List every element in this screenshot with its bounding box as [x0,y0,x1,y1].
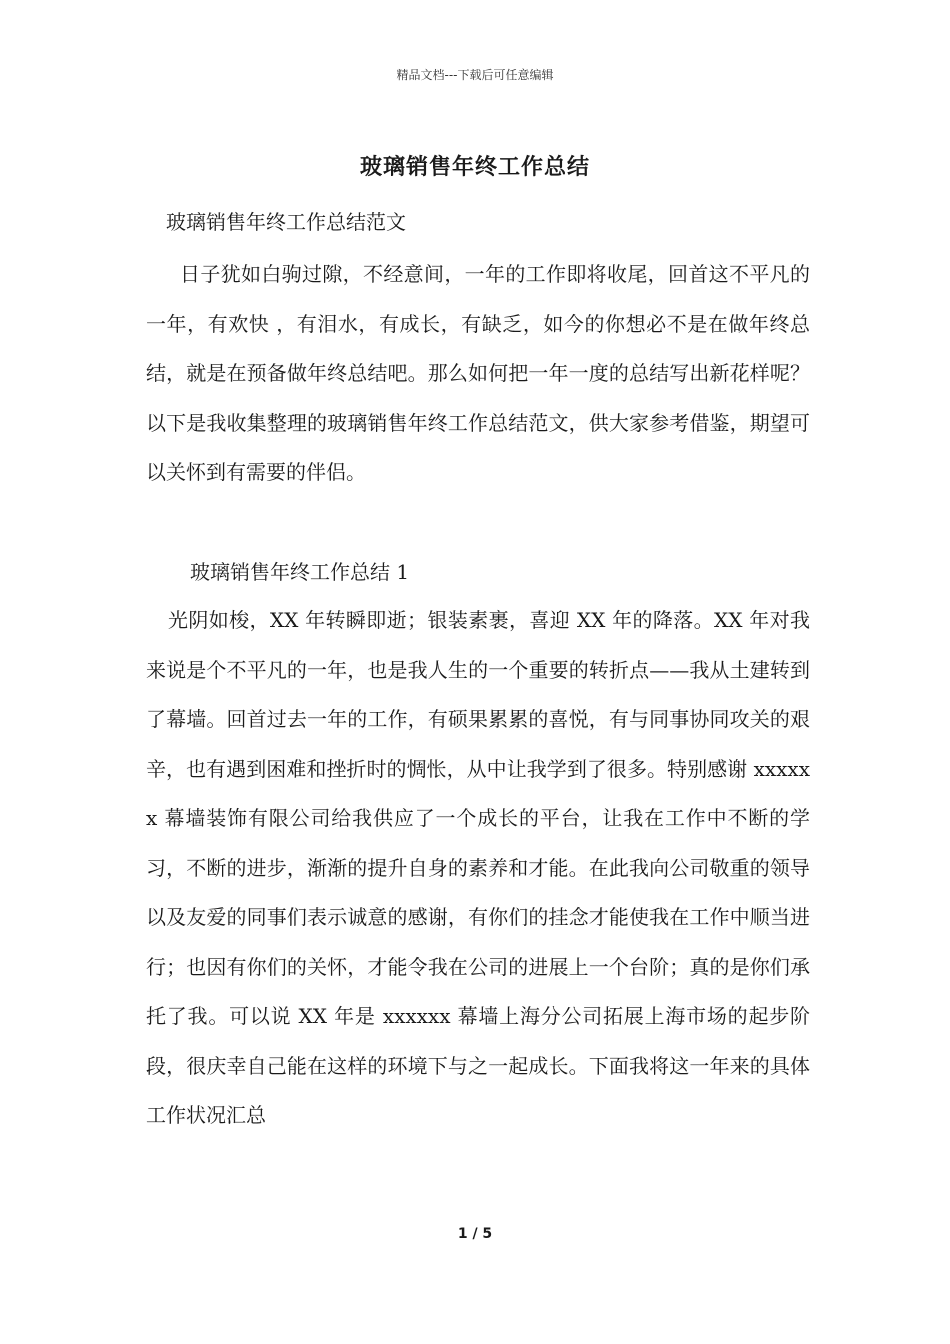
section-paragraph: 光阴如梭，XX 年转瞬即逝；银装素裹，喜迎 XX 年的降落。XX 年对我来说是个不平凡的一年，也是我人生的一个重要的转折点——我从土建转到了幕墙。回首过去一年的工作，有硕果累累的喜悦，有与同事协同攻关的艰辛，也有遇到困难和挫折时的惆怅，从中让我学到了很多。特别感谢 xxxxxx 幕墙装饰有限公司给我供应了一个成长的平台，让我在工作中不断的学习，不断的进步，渐渐的提升自身的素养和才能。在此我向公司敬重的领导以及友爱的同事们表示诚意的感谢，有你们的挂念才能使我在工作中顺当进行；也因有你们的关怀，才能令我在公司的进展上一个台阶；真的是你们承托了我。可以说 XX 年是 xxxxxx 幕墙上海分公司拓展上海市场的起步阶段，很庆幸自己能在这样的环境下与之一起成长。下面我将这一年来的具体工作状况汇总 [146,608,810,1127]
header-note: 精品文档---下载后可任意编辑 [396,68,554,82]
document-title: 玻璃销售年终工作总结 [359,154,590,180]
intro-paragraph: 日子犹如白驹过隙，不经意间，一年的工作即将收尾，回首这不平凡的一年，有欢快 ，有泪水，有成长，有缺乏，如今的你想必不是在做年终总结，就是在预备做年终总结吧。那么如何把一年一度的总结写出新花样呢？以下是我收集整理的玻璃销售年终工作总结范文，供大家参考借鉴，期望可以关怀到有需要的伴侣。 [146,262,810,484]
document-subtitle: 玻璃销售年终工作总结范文 [166,210,406,234]
page-number: 1 / 5 [457,1226,493,1242]
section-heading: 玻璃销售年终工作总结 1 [190,560,410,584]
